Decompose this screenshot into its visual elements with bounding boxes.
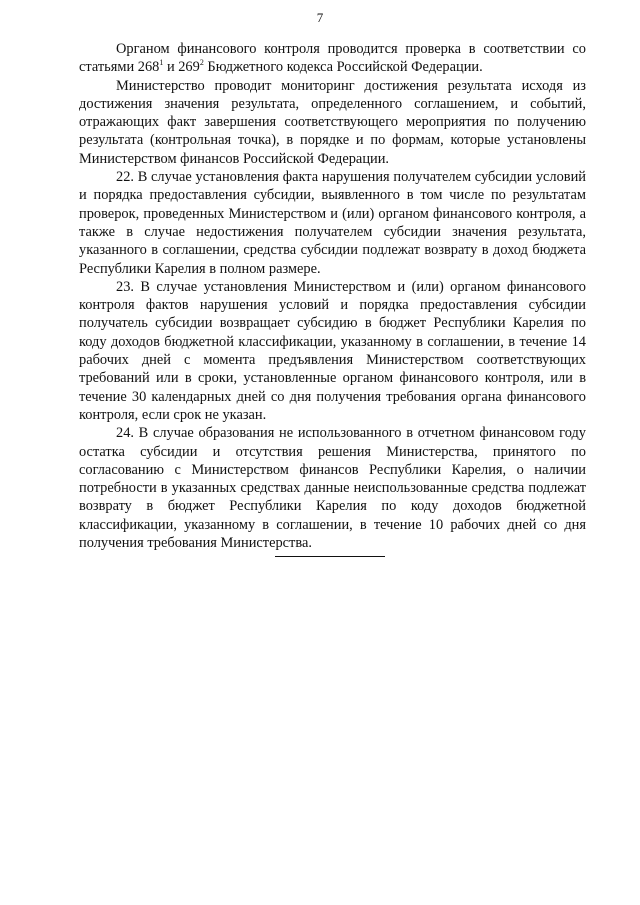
paragraph-audit-reference xyxy=(79,40,586,77)
end-of-document-rule xyxy=(275,556,385,557)
paragraph-24: 24. В случае образования не использованного в отчетном финансовом году остатка субсидии и отсутствия решения Министерства, принятого по согласованию с Министерством финансов Республики Карелия, о наличии потребности в указанных средствах данные неиспользованные средства подлежат возврату в бюджет Республики Карелия по коду доходов бюджетной классификации, указанному в соглашении, в течение 10 рабочих дней со дня получения требования Министерства. xyxy=(79,425,586,552)
paragraph-text: Бюджетного кодекса Российской Федерации. xyxy=(203,59,483,76)
paragraph-text: и 269 xyxy=(163,59,200,76)
paragraph-monitoring: Министерство проводит мониторинг достижения результата исходя из достижения значения результата, определенного соглашением, и событий, отражающих факт завершения соответствующего мероприятия по получению результата (контрольная точка), в порядке и по формам, которые установлены Министерством финансов Российской Федерации. xyxy=(79,77,586,167)
superscript-ref: 1 xyxy=(159,58,164,68)
paragraph-text: Органом финансового контроля проводится проверка в соответствии со статьями 268 xyxy=(79,41,586,76)
paragraph-22: 22. В случае установления факта нарушения получателем субсидии условий и порядка предоставления субсидии, выявленного в том числе по результатам проверок, проведенных Министерством и (или) органом финансового контроля, а также в случае недостижения получателем субсидии значения результата, указанного в соглашении, средства субсидии подлежат возврату в доход бюджета Республики Карелия в полном размере. xyxy=(79,169,586,277)
superscript-ref: 2 xyxy=(199,58,204,68)
paragraph-23: 23. В случае установления Министерством и (или) органом финансового контроля фактов нарушения условий и порядка предоставления субсидии получатель субсидии возвращает субсидию в бюджет Республики Карелия по коду доходов бюджетной классификации, указанному в соглашении, в течение 14 рабочих дней с момента предъявления Министерством соответствующих требований или в сроки, установленные органом финансового контроля, или в течение 30 календарных дней со дня получения требования органа финансового контроля, если срок не указан. xyxy=(79,278,586,423)
page-number: 7 xyxy=(316,10,324,25)
document-body xyxy=(79,40,586,552)
